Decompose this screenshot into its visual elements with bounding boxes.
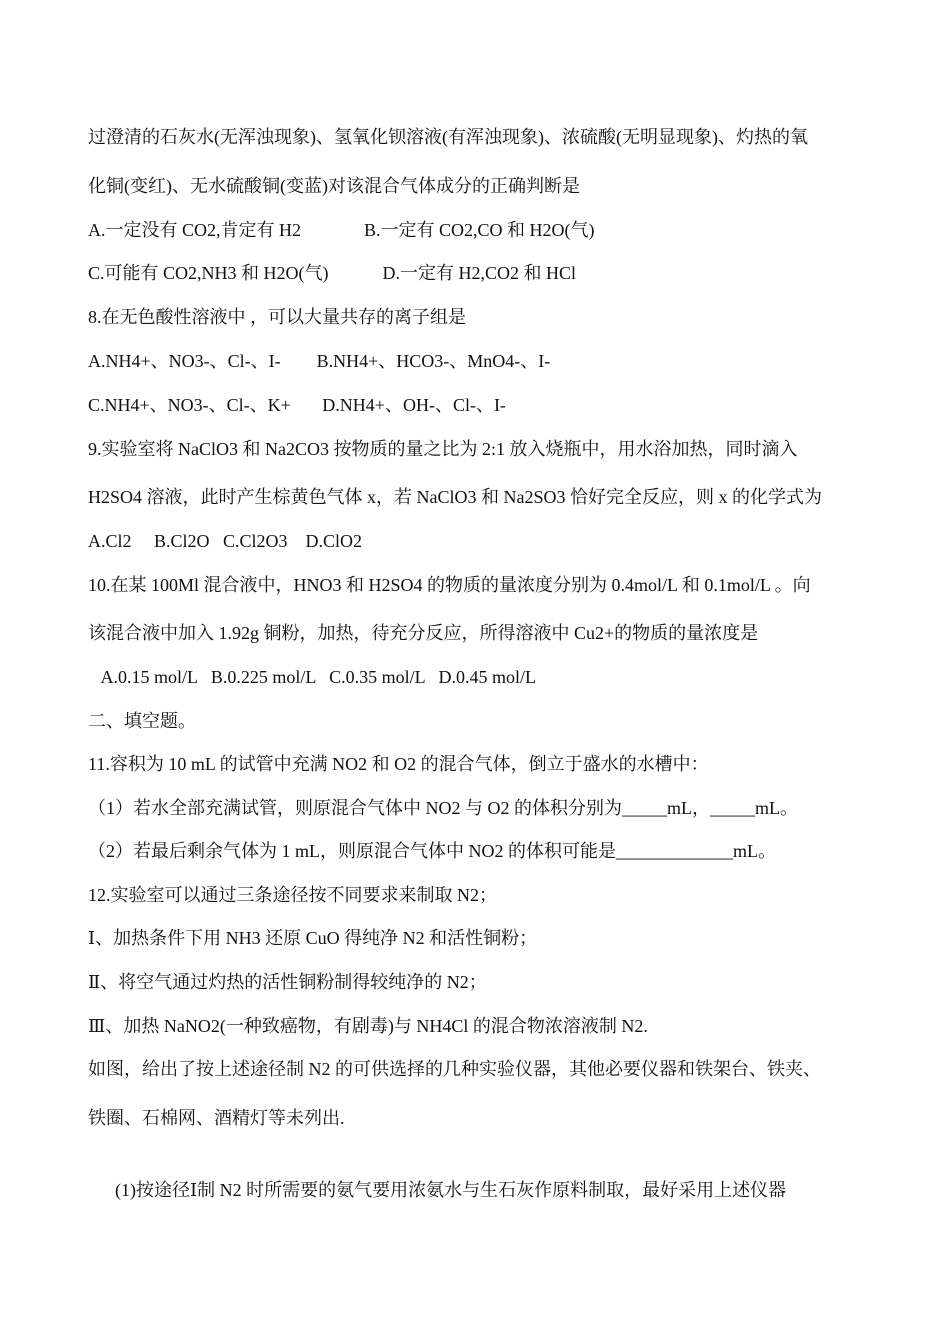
option-line: C.可能有 CO2,NH3 和 H2O(气) D.一定有 H2,CO2 和 HCl: [88, 263, 577, 283]
text-line: H2SO4 溶液，此时产生棕黄色气体 x，若 NaClO3 和 Na2SO3 恰好完全反应，则 x 的化学式为: [88, 487, 822, 507]
option-line: A.NH4+、NO3-、Cl-、I- B.NH4+、HCO3-、MnO4-、I-: [88, 351, 551, 371]
question-8: 8.在无色酸性溶液中 ，可以大量共存的离子组是: [88, 307, 466, 327]
text-line: 如图，给出了按上述途径制 N2 的可供选择的几种实验仪器，其他必要仪器和铁架台、铁夹、: [88, 1059, 821, 1079]
method-item: Ⅱ、将空气通过灼热的活性铜粉制得较纯净的 N2；: [88, 972, 487, 992]
option-line: A.一定没有 CO2,肯定有 H2 B.一定有 CO2,CO 和 H2O(气): [88, 220, 595, 240]
text-line: 过澄清的石灰水(无浑浊现象)、氢氧化钡溶液(有浑浊现象)、浓硫酸(无明显现象)、灼热的氧: [88, 127, 808, 147]
text-line: 化铜(变红)、无水硫酸铜(变蓝)对该混合气体成分的正确判断是: [88, 176, 580, 196]
sub-question: （1）若水全部充满试管，则原混合气体中 NO2 与 O2 的体积分别为_____mL，_____mL。: [88, 798, 798, 818]
question-9: 9.实验室将 NaClO3 和 Na2CO3 按物质的量之比为 2:1 放入烧瓶中，用水浴加热，同时滴入: [88, 439, 798, 459]
text-line: 该混合液中加入 1.92g 铜粉，加热，待充分反应，所得溶液中 Cu2+的物质的量浓度是: [88, 623, 759, 643]
sub-question: （2）若最后剩余气体为 1 mL，则原混合气体中 NO2 的体积可能是_____________mL。: [88, 841, 776, 861]
option-line: A.Cl2 B.Cl2O C.Cl2O3 D.ClO2: [88, 531, 363, 551]
question-11: 11.容积为 10 mL 的试管中充满 NO2 和 O2 的混合气体，倒立于盛水的水槽中：: [88, 754, 709, 774]
text-line: 铁圈、石棉网、酒精灯等未列出.: [88, 1108, 345, 1128]
question-10: 10.在某 100Ml 混合液中，HNO3 和 H2SO4 的物质的量浓度分别为 0.4mol/L 和 0.1mol/L 。向: [88, 575, 811, 595]
option-line: A.0.15 mol/L B.0.225 mol/L C.0.35 mol/L D.0.45 mol/L: [88, 667, 537, 687]
sub-question: (1)按途径Ⅰ制 N2 时所需要的氨气要用浓氨水与生石灰作原料制取，最好采用上述仪器: [88, 1180, 787, 1200]
option-line: C.NH4+、NO3-、Cl-、K+ D.NH4+、OH-、Cl-、I-: [88, 395, 506, 415]
method-item: Ⅲ、加热 NaNO2(一种致癌物，有剧毒)与 NH4Cl 的混合物浓溶液制 N2.: [88, 1016, 648, 1036]
section-heading: 二、填空题。: [88, 711, 196, 731]
method-item: Ⅰ、加热条件下用 NH3 还原 CuO 得纯净 N2 和活性铜粉；: [88, 928, 538, 948]
question-12: 12.实验室可以通过三条途径按不同要求来制取 N2；: [88, 885, 497, 905]
